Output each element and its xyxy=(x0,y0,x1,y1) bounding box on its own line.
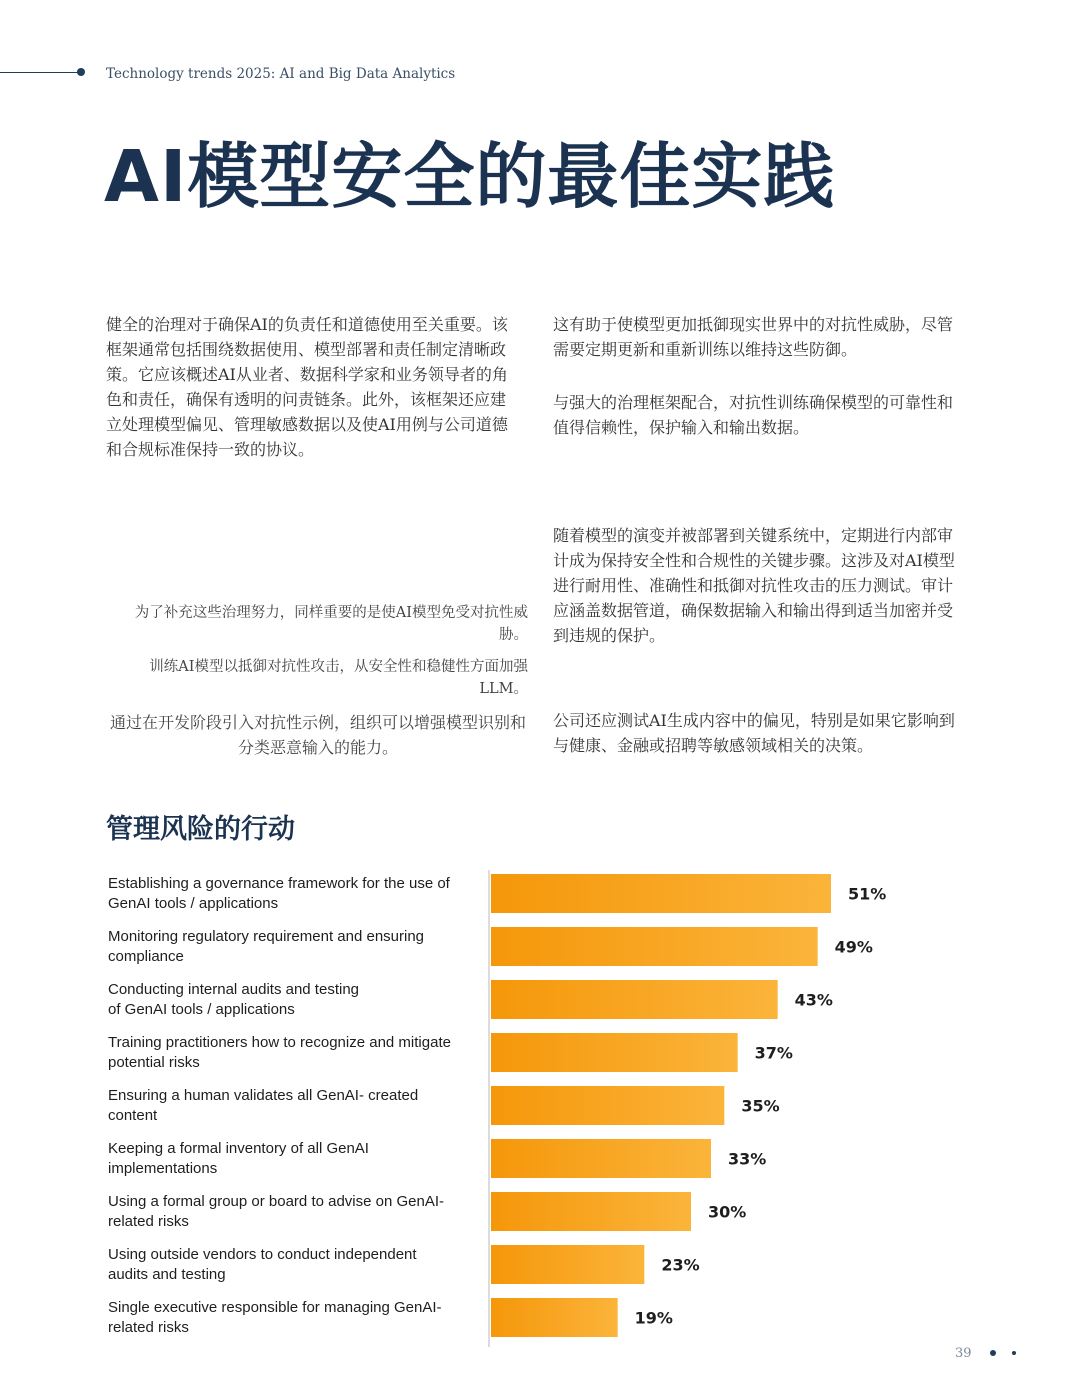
category-label: audits and testing xyxy=(108,1266,226,1283)
bar-value-label: 49% xyxy=(834,937,873,957)
page-title: AI模型安全的最佳实践 xyxy=(104,135,836,218)
category-label: of GenAI tools / applications xyxy=(108,1001,295,1018)
category-label: content xyxy=(108,1107,158,1124)
bar xyxy=(491,1139,711,1178)
category-label: Using a formal group or board to advise on GenAI- xyxy=(108,1193,445,1210)
paragraph-adversarial-defense: 这有助于使模型更加抵御现实世界中的对抗性威胁，尽管需要定期更新和重新训练以维持这些防御。 xyxy=(553,315,954,359)
bar xyxy=(491,874,831,913)
bar-value-label: 30% xyxy=(708,1202,747,1222)
paragraph-internal-audits: 随着模型的演变并被部署到关键系统中，定期进行内部审计成为保持安全性和合规性的关键步骤。这涉及对AI模型进行耐用性、准确性和抵御对抗性攻击的压力测试。审计应涵盖数据管道，确保数据输入和输出得到适当加密并受到违规的保护。 xyxy=(553,526,955,645)
header-dot xyxy=(77,68,85,76)
bar-value-label: 33% xyxy=(728,1149,767,1169)
category-label: compliance xyxy=(108,948,184,965)
section-title: 管理风险的行动 xyxy=(106,814,295,845)
bar-value-label: 37% xyxy=(754,1043,793,1063)
quote-adversarial-threats: 为了补充这些治理努力，同样重要的是使AI模型免受对抗性威胁。 xyxy=(134,605,528,643)
header-text: Technology trends 2025: AI and Big Data Analytics xyxy=(106,66,456,82)
category-label: potential risks xyxy=(108,1054,200,1071)
category-label: Conducting internal audits and testing xyxy=(108,981,360,998)
category-label: Keeping a formal inventory of all GenAI xyxy=(108,1140,369,1157)
bar-value-label: 23% xyxy=(661,1255,700,1275)
category-label: Using outside vendors to conduct independent xyxy=(108,1246,417,1263)
bar xyxy=(491,980,778,1019)
page-number: 39 xyxy=(955,1346,972,1361)
nav-dot xyxy=(1012,1351,1016,1355)
bar xyxy=(491,1033,738,1072)
paragraph-governance-pairing: 与强大的治理框架配合，对抗性训练确保模型的可靠性和值得信赖性，保护输入和输出数据。 xyxy=(553,393,954,437)
bar-value-label: 35% xyxy=(741,1096,780,1116)
category-label: Single executive responsible for managing GenAI- xyxy=(108,1299,442,1316)
bar xyxy=(491,1192,691,1231)
bar-value-label: 19% xyxy=(634,1308,673,1328)
category-label: related risks xyxy=(108,1213,189,1230)
bar xyxy=(491,1245,644,1284)
category-label: GenAI tools / applications xyxy=(108,895,279,912)
nav-dot-active xyxy=(990,1350,996,1356)
quote-train-llm: 训练AI模型以抵御对抗性攻击，从安全性和稳健性方面加强LLM。 xyxy=(149,659,528,697)
header-line xyxy=(0,72,80,73)
bar xyxy=(491,1298,618,1337)
category-label: Training practitioners how to recognize and mitigate xyxy=(108,1034,451,1051)
bar-value-label: 43% xyxy=(794,990,833,1010)
category-label: implementations xyxy=(108,1160,218,1177)
quote-adversarial-examples: 通过在开发阶段引入对抗性示例，组织可以增强模型识别和分类恶意输入的能力。 xyxy=(109,713,526,757)
category-label: related risks xyxy=(108,1319,189,1336)
bar-value-label: 51% xyxy=(848,884,887,904)
paragraph-governance: 健全的治理对于确保AI的负责任和道德使用至关重要。该框架通常包括围绕数据使用、模型部署和责任制定清晰政策。它应该概述AI从业者、数据科学家和业务领导者的角色和责任，确保有透明的问责链条。此外，该框架还应建立处理模型偏见、管理敏感数据以及使AI用例与公司道德和合规标准保持一致的协议。 xyxy=(106,315,508,459)
bar xyxy=(491,927,818,966)
category-label: Ensuring a human validates all GenAI- created xyxy=(108,1087,419,1104)
risk-actions-bar-chart xyxy=(0,865,1080,1350)
category-label: Monitoring regulatory requirement and ensuring xyxy=(108,928,425,945)
bar xyxy=(491,1086,724,1125)
category-label: Establishing a governance framework for the use of xyxy=(108,875,450,892)
paragraph-bias-testing: 公司还应测试AI生成内容中的偏见，特别是如果它影响到与健康、金融或招聘等敏感领域相关的决策。 xyxy=(553,711,955,755)
